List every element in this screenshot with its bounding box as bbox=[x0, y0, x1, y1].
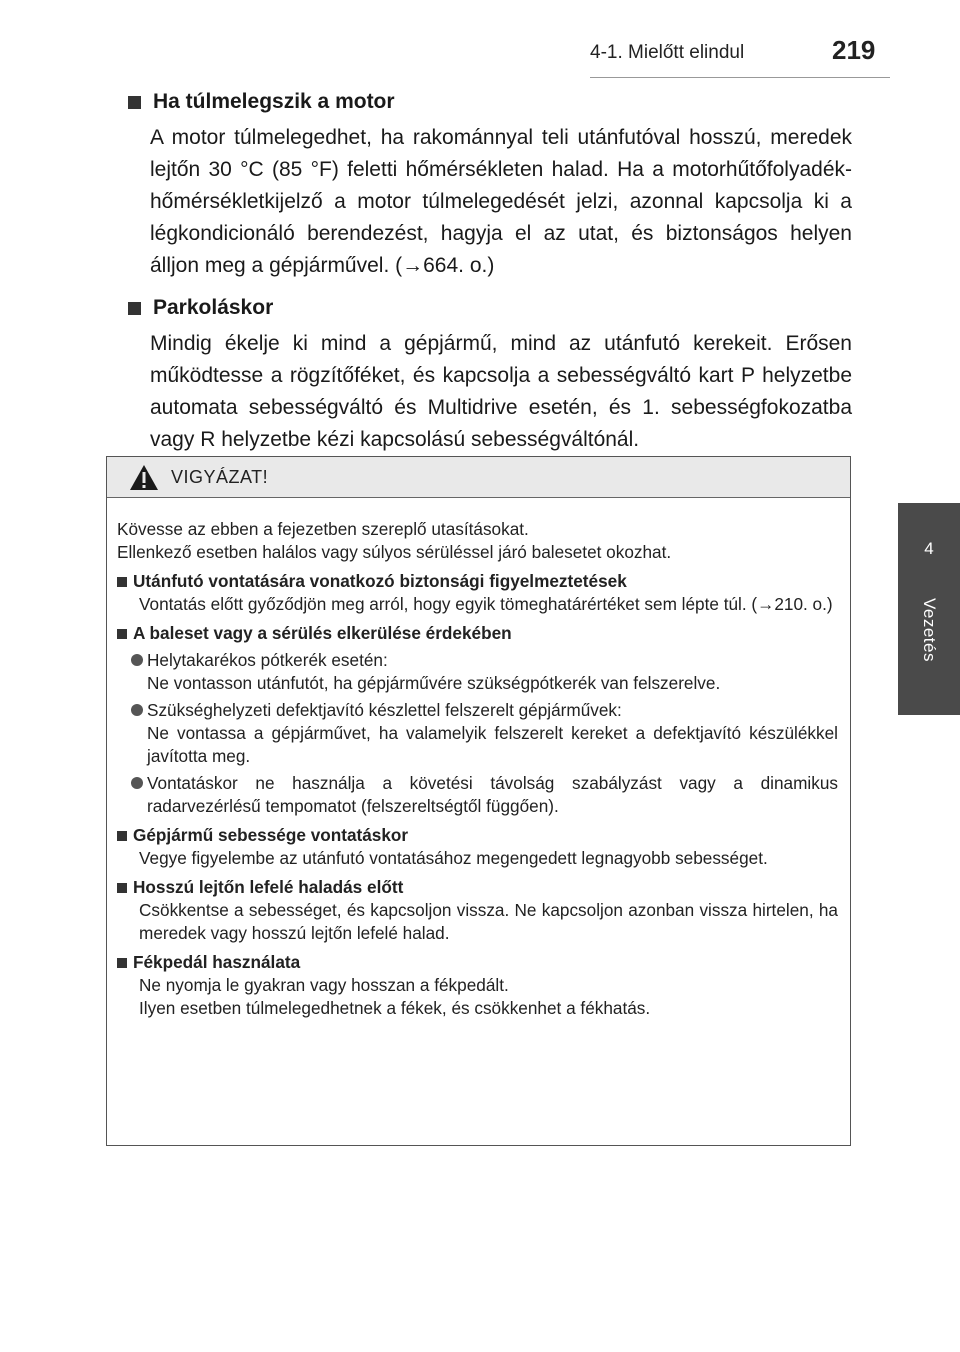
chapter-tab bbox=[898, 503, 960, 715]
warning-section-heading bbox=[117, 570, 838, 593]
square-bullet-icon bbox=[128, 96, 141, 109]
warning-section-text: Csökkentse a sebességet, és kapcsoljon vissza. Ne kapcsoljon azonban vissza hirtelen, ha meredek vagy hosszú lejtőn lefelé halad. bbox=[139, 900, 838, 943]
circle-bullet-icon bbox=[131, 704, 143, 716]
list-item bbox=[131, 649, 838, 695]
section-title: 4-1. Mielőtt elindul bbox=[590, 42, 745, 63]
section-heading-text: Ha túlmelegszik a motor bbox=[153, 90, 395, 113]
warning-box bbox=[106, 456, 851, 1146]
warning-title: VIGYÁZAT! bbox=[171, 466, 269, 487]
warning-section-trailer-safety bbox=[117, 570, 838, 616]
warning-body bbox=[107, 498, 850, 1020]
intro-line: Kövesse az ebben a fejezetben szereplő utasításokat. bbox=[117, 519, 529, 539]
square-bullet-icon bbox=[117, 577, 127, 587]
warning-section-speed bbox=[117, 824, 838, 870]
square-bullet-icon bbox=[117, 629, 127, 639]
warning-section-heading bbox=[117, 951, 838, 974]
warning-section-text: Vontatás előtt győződjön meg arról, hogy egyik tömeghatárértéket sem lépte túl. (→210. o.) bbox=[139, 594, 833, 614]
warning-section-accident bbox=[117, 622, 838, 818]
warning-section-downhill bbox=[117, 876, 838, 945]
section-heading bbox=[128, 296, 852, 320]
warning-section-title: A baleset vagy a sérülés elkerülése érdekében bbox=[133, 623, 512, 643]
warning-section-text: Vegye figyelembe az utánfutó vontatásához megengedett legnagyobb sebességet. bbox=[139, 848, 768, 868]
warning-triangle-icon bbox=[129, 464, 159, 491]
page-number: 219 bbox=[832, 35, 876, 65]
circle-bullet-icon bbox=[131, 777, 143, 789]
section-paragraph: A motor túlmelegedhet, ha rakománnyal teli utánfutóval hosszú, meredek lejtőn 30 °C (85 °F) feletti hőmérsékleten halad. Ha a motorhűtőfolyadék-hőmérsékletkijelző a motor túlmelegedését jelzi, azonnal kapcsolja ki a légkondicionáló berendezést, hagyja el az utat, és biztonságos helyen álljon meg a gépjárművel. (→664. o.) bbox=[150, 126, 852, 277]
bullet-line: Vontatáskor ne használja a követési távolság szabályzást vagy a dinamikus radarvezérlésű tempomatot (felszereltségtől függően). bbox=[147, 773, 838, 816]
bullet-line: Ne vontassa a gépjárművet, ha valamelyik felszerelt kereket a defektjavító készülékkel javította meg. bbox=[147, 723, 838, 766]
list-item-content bbox=[147, 649, 838, 695]
bullet-line: Ne vontasson utánfutót, ha gépjárművére szükségpótkerék van felszerelve. bbox=[147, 673, 721, 693]
warning-section-heading bbox=[117, 622, 838, 645]
section-parking bbox=[128, 296, 852, 456]
warning-header bbox=[107, 457, 850, 498]
section-paragraph: Mindig ékelje ki mind a gépjármű, mind az utánfutó kerekeit. Erősen működtesse a rögzítőféket, és kapcsolja a sebességváltó kart P helyzetbe automata sebességváltó és Multidrive esetén, és 1. sebességfokozatba vagy R helyzetbe kézi kapcsolású sebességváltónál. bbox=[150, 332, 852, 451]
section-heading bbox=[128, 90, 852, 114]
list-item-content bbox=[147, 772, 838, 818]
circle-bullet-icon bbox=[131, 654, 143, 666]
main-content bbox=[128, 90, 852, 470]
warning-intro bbox=[117, 518, 838, 564]
section-overheating bbox=[128, 90, 852, 282]
chapter-label: Vezetés bbox=[920, 598, 939, 662]
square-bullet-icon bbox=[117, 831, 127, 841]
warning-section-title: Fékpedál használata bbox=[133, 952, 301, 972]
warning-section-text bbox=[139, 974, 838, 1020]
square-bullet-icon bbox=[117, 958, 127, 968]
square-bullet-icon bbox=[128, 302, 141, 315]
intro-line: Ellenkező esetben halálos vagy súlyos sérüléssel járó balesetet okozhat. bbox=[117, 542, 672, 562]
header-rule bbox=[590, 77, 890, 78]
section-heading-text: Parkoláskor bbox=[153, 296, 274, 319]
bullet-line: Szükséghelyzeti defektjavító készlettel felszerelt gépjárművek: bbox=[147, 700, 622, 720]
text-line: Ilyen esetben túlmelegedhetnek a fékek, és csökkenhet a fékhatás. bbox=[139, 998, 651, 1018]
text-line: Ne nyomja le gyakran vagy hosszan a fékpedált. bbox=[139, 975, 509, 995]
warning-section-title: Utánfutó vontatására vonatkozó biztonsági figyelmeztetések bbox=[133, 571, 627, 591]
square-bullet-icon bbox=[117, 883, 127, 893]
warning-section-title: Hosszú lejtőn lefelé haladás előtt bbox=[133, 877, 404, 897]
chapter-number: 4 bbox=[924, 539, 934, 558]
warning-section-brake-pedal bbox=[117, 951, 838, 1020]
bullet-line: Helytakarékos pótkerék esetén: bbox=[147, 650, 388, 670]
list-item bbox=[131, 699, 838, 768]
warning-section-heading bbox=[117, 876, 838, 899]
warning-section-title: Gépjármű sebessége vontatáskor bbox=[133, 825, 409, 845]
warning-section-heading bbox=[117, 824, 838, 847]
list-item bbox=[131, 772, 838, 818]
list-item-content bbox=[147, 699, 838, 768]
